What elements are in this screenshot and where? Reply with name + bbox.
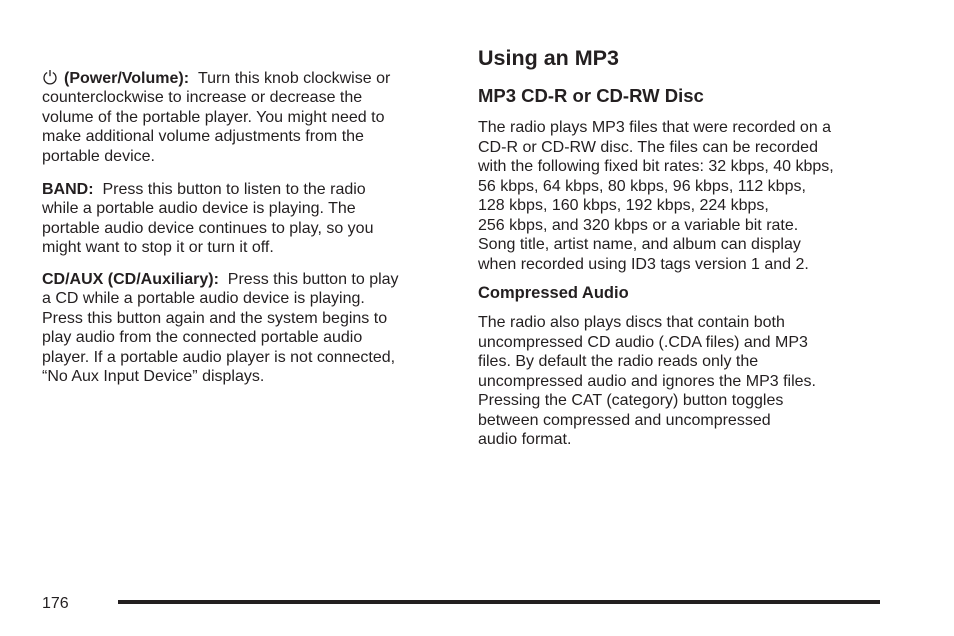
power-volume-term: (Power/Volume): — [64, 69, 190, 87]
band-term: BAND: — [42, 180, 94, 198]
power-icon — [42, 69, 58, 85]
cd-aux-text: Press this button to play a CD while a portable audio device is playing. Press this button again and the system begins to play audio from the connected portable audio player. If a portable audio player is not connected, “No Aux Input Device” displays. — [42, 270, 399, 385]
subsection-title: MP3 CD-R or CD-RW Disc — [478, 85, 704, 106]
power-volume-text: Turn this knob clockwise or counterclockwise to increase or decrease the volume of the portable player. You might need to make additional volume adjustments from the portable device. — [42, 69, 391, 165]
band-paragraph — [42, 160, 444, 258]
cd-aux-paragraph — [42, 250, 444, 387]
cd-aux-term: CD/AUX (CD/Auxiliary): — [42, 270, 219, 288]
footer-rule — [118, 600, 880, 604]
section-title: Using an MP3 — [478, 46, 619, 70]
page-number: 176 — [42, 595, 69, 612]
compressed-audio-title: Compressed Audio — [478, 284, 629, 302]
power-volume-paragraph — [42, 49, 444, 166]
mp3-paragraph: The radio plays MP3 files that were recorded on a CD-R or CD-RW disc. The files can be recorded with the following fixed bit rates: 32 kbps, 40 kbps, 56 kbps, 64 kbps, 80 kbps, 96 kbps, 112 kbps, 128 kbps, 160 kbps, 192 kbps, 224 kbps, 256 kbps, and 320 kbps or a variable bit rate. Song title, artist name, and album can display when recorded using ID3 tags version 1 and 2. — [478, 119, 834, 273]
band-text: Press this button to listen to the radio while a portable audio device is playing. The portable audio device continues to play, so you might want to stop it or turn it off. — [42, 180, 374, 256]
compressed-audio-paragraph: The radio also plays discs that contain both uncompressed CD audio (.CDA files) and MP3 files. By default the radio reads only the uncompressed audio and ignores the MP3 files. Pressing the CAT (category) button toggles between compressed and uncompressed audio format. — [478, 314, 816, 448]
